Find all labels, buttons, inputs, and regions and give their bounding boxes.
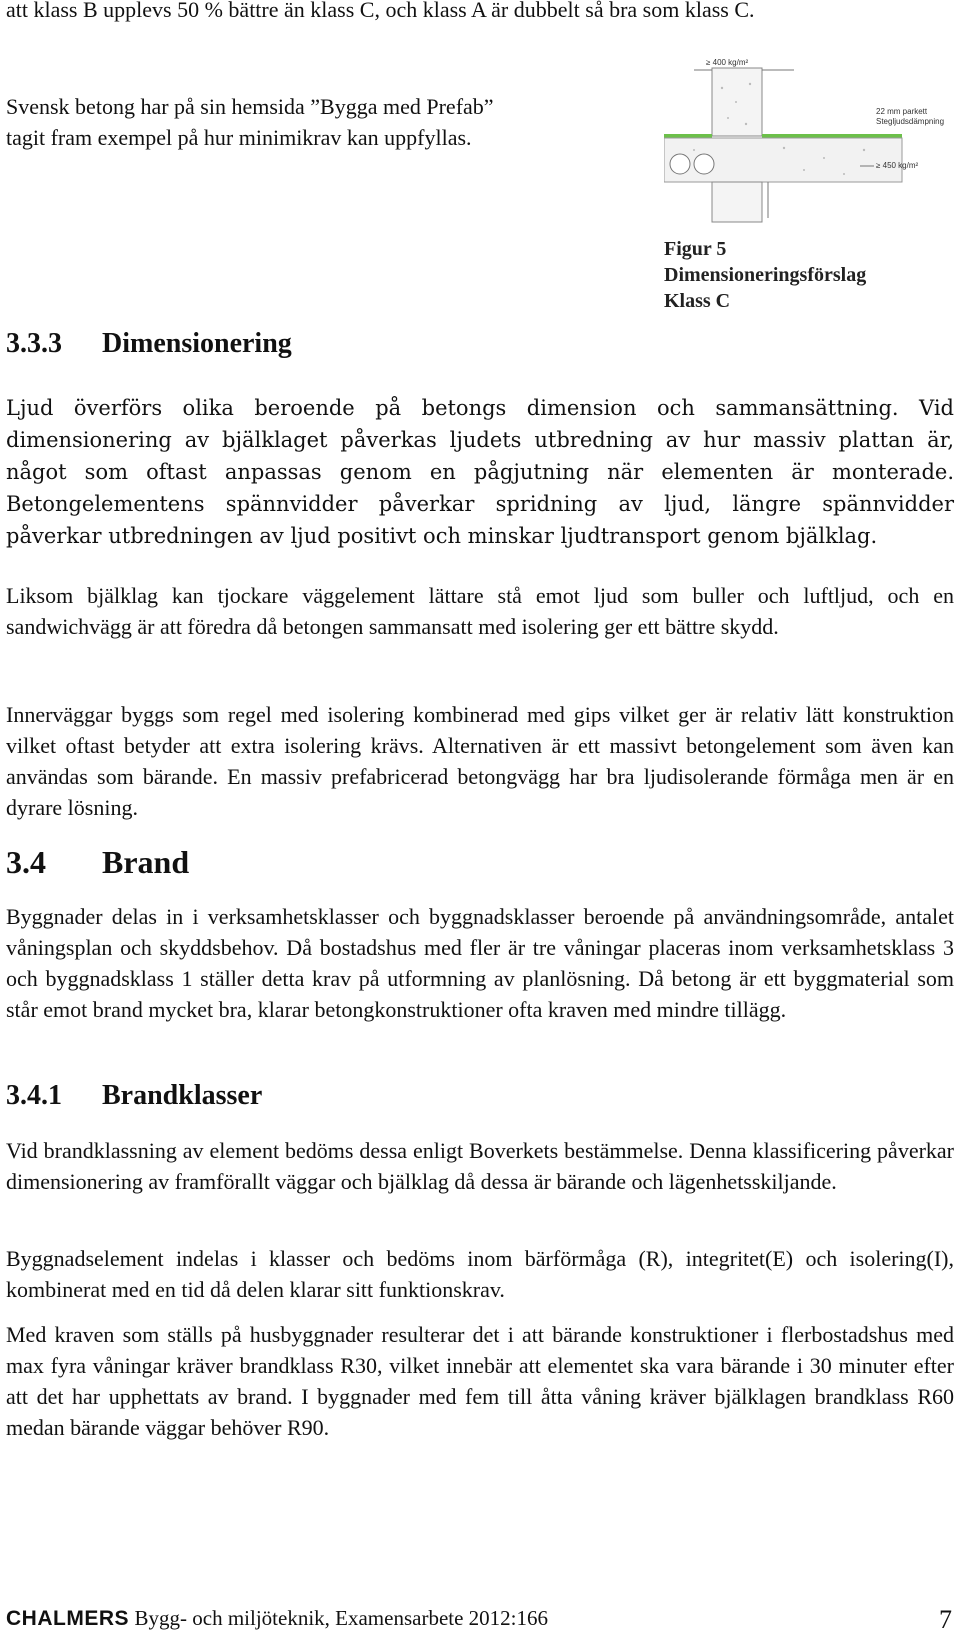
paragraph-byggnadselement: Byggnadselement indelas i klasser och bedöms inom bärförmåga (R), integritet(E) och isolering(I), kombinerat med en tid då delen klarar sitt funktionskrav. [6, 1246, 954, 1302]
section-number: 3.3.3 [6, 328, 62, 359]
page-number: 7 [939, 1605, 952, 1634]
section-title: Brand [102, 844, 190, 880]
figure-caption-class: Klass C [664, 290, 731, 312]
figure-caption [664, 236, 954, 314]
paragraph-brandklassning: Vid brandklassning av element bedöms dessa enligt Boverkets bestämmelse. Denna klassificering påverkar dimensionering av framförallt väggar och bjälklag då dessa är bärande och lägenhetsskiljande. [6, 1138, 954, 1194]
floor-section-figure [664, 58, 956, 223]
intro-line-1: Svensk betong har på sin hemsida ”Bygga med Prefab” [6, 94, 494, 119]
section-heading-3-4-1 [6, 1080, 262, 1112]
figure-caption-number: Figur 5 [664, 238, 727, 260]
section-heading-3-4 [6, 844, 189, 881]
section-heading-3-3-3 [6, 328, 292, 360]
section-number: 3.4 [6, 844, 46, 880]
figure-label-top: ≥ 400 kg/m² [706, 58, 749, 67]
figure-label-parkett-1: 22 mm parkett [876, 107, 928, 116]
paragraph-kraven: Med kraven som ställs på husbyggnader resulterar det i att bärande konstruktioner i flerbostadshus med max fyra våningar kräver brandklass R30, vilket innebär att elementet ska vara bärande i 30 minuter efter att det har upphettats av brand. I byggnader med fem till åtta våning kräver bjälklagen brandklass R60 medan bärande väggar behöver R90. [6, 1322, 954, 1440]
continuation-line: att klass B upplevs 50 % bättre än klass C, och klass A är dubbelt så bra som klass C. [6, 0, 755, 22]
section-number: 3.4.1 [6, 1080, 62, 1111]
footer-description: Bygg- och miljöteknik, Examensarbete 2012:166 [134, 1606, 548, 1630]
paragraph-ljud: Ljud överförs olika beroende på betongs dimension och sammansättning. Vid dimensionering av bjälklaget påverkas ljudets utbredning av hur massiv plattan är, något som oftast anpassas genom en pågjutning när elementen är monterade. Betongelementens spännvidder påverkar spridning av ljud, längre spännvidder påverkar utbredningen av ljud positivt och minskar ljudtransport genom bjälklag. [6, 396, 954, 548]
paragraph-liksom: Liksom bjälklag kan tjockare väggelement lättare stå emot ljud som buller och luftljud, och en sandwichvägg är att föredra då betongen sammansatt med isolering ger ett bättre skydd. [6, 583, 954, 639]
figure-caption-title: Dimensioneringsförslag [664, 264, 867, 286]
figure-label-parkett-2: Stegljudsdämpning [876, 117, 945, 126]
paragraph-innervaggar: Innerväggar byggs som regel med isolering kombinerad med gips vilket ger är relativ lätt konstruktion vilket oftast betyder att extra isolering krävs. Alternativen är ett massivt betongelement som även kan användas som bärande. En massiv prefabricerad betongvägg har bra ljudisolerande förmåga men är en dyrare lösning. [6, 702, 954, 820]
intro-line-2: tagit fram exempel på hur minimikrav kan uppfyllas. [6, 125, 472, 150]
figure-label-bottom: ≥ 450 kg/m² [876, 161, 919, 170]
footer-brand: CHALMERS [6, 1607, 129, 1630]
section-title: Brandklasser [102, 1080, 263, 1111]
page-footer [6, 1605, 954, 1635]
intro-paragraph [6, 91, 646, 153]
paragraph-byggnader: Byggnader delas in i verksamhetsklasser och byggnadsklasser beroende på användningsområde, antalet våningsplan och skyddsbehov. Då bostadshus med fler är tre våningar placeras inom verksamhetsklass 3 och byggnadsklass 1 ställer detta krav på utformning av planlösning. Då betong är ett byggmaterial som står emot brand mycket bra, klarar betongkonstruktioner ofta kraven med mindre tillägg. [6, 904, 954, 1022]
section-title: Dimensionering [102, 328, 292, 359]
